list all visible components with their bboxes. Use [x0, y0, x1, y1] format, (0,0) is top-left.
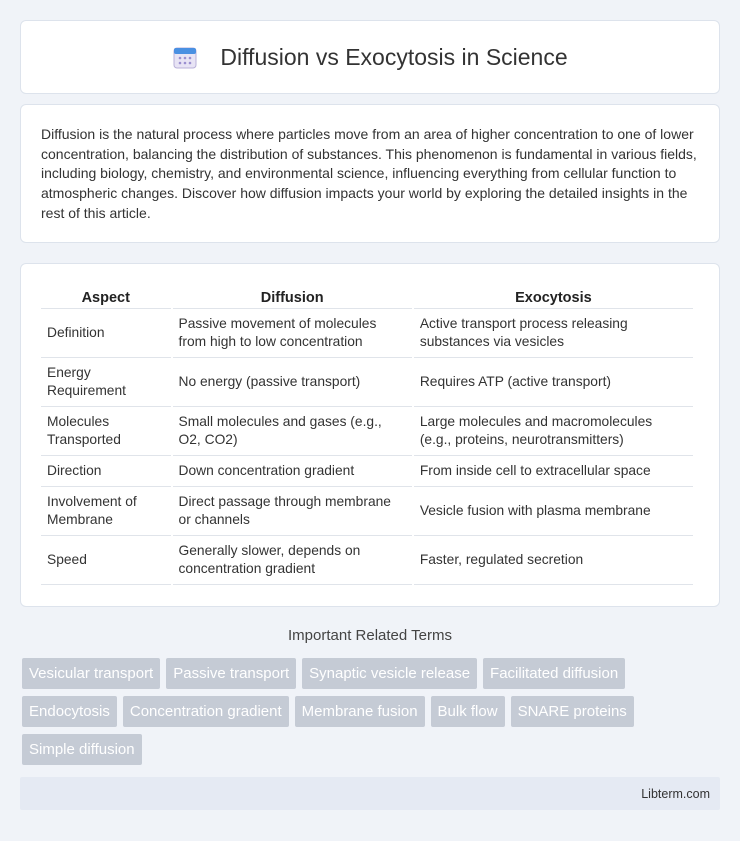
column-header-diffusion: Diffusion: [173, 284, 412, 309]
related-term-tag[interactable]: Membrane fusion: [295, 696, 425, 727]
table-cell: Energy Requirement: [41, 358, 171, 407]
table-cell: Direction: [41, 456, 171, 487]
comparison-table-card: [20, 263, 720, 607]
table-cell: Direct passage through membrane or channels: [173, 487, 412, 536]
related-terms-title: Important Related Terms: [288, 627, 452, 644]
table-row: [41, 487, 693, 536]
table-cell: Large molecules and macromolecules (e.g., proteins, neurotransmitters): [414, 407, 693, 456]
related-term-tag[interactable]: Passive transport: [166, 658, 296, 689]
related-term-tag[interactable]: Bulk flow: [431, 696, 505, 727]
intro-text: Diffusion is the natural process where particles move from an area of higher concentration to one of lower concentration, balancing the distribution of substances. This phenomenon is fundamental in various fields, including biology, chemistry, and environmental science, influencing everything from cellular function to atmospheric changes. Discover how diffusion impacts your world by exploring the detailed insights in the rest of this article.: [41, 126, 697, 221]
related-term-tag[interactable]: Synaptic vesicle release: [302, 658, 477, 689]
table-cell: Down concentration gradient: [173, 456, 412, 487]
table-row: [41, 407, 693, 456]
table-cell: Definition: [41, 309, 171, 358]
comparison-table: [39, 284, 695, 585]
related-terms-list: [22, 658, 722, 772]
table-cell: From inside cell to extracellular space: [414, 456, 693, 487]
related-term-tag[interactable]: Vesicular transport: [22, 658, 160, 689]
footer: [20, 777, 720, 810]
table-cell: Generally slower, depends on concentration gradient: [173, 536, 412, 585]
related-term-tag[interactable]: Facilitated diffusion: [483, 658, 625, 689]
column-header-exocytosis: Exocytosis: [414, 284, 693, 309]
table-cell: Small molecules and gases (e.g., O2, CO2): [173, 407, 412, 456]
table-cell: Faster, regulated secretion: [414, 536, 693, 585]
related-term-tag[interactable]: Concentration gradient: [123, 696, 289, 727]
table-cell: Molecules Transported: [41, 407, 171, 456]
table-cell: Requires ATP (active transport): [414, 358, 693, 407]
calendar-icon: [172, 44, 198, 70]
table-row: [41, 536, 693, 585]
table-cell: Active transport process releasing substances via vesicles: [414, 309, 693, 358]
table-cell: Passive movement of molecules from high to low concentration: [173, 309, 412, 358]
table-cell: Involvement of Membrane: [41, 487, 171, 536]
table-row: [41, 456, 693, 487]
table-row: [41, 309, 693, 358]
page-title: Diffusion vs Exocytosis in Science: [220, 43, 568, 70]
table-header-row: [41, 284, 693, 309]
header-card: [20, 20, 720, 94]
column-header-aspect: Aspect: [41, 284, 171, 309]
footer-site-link[interactable]: Libterm.com: [641, 787, 710, 801]
related-term-tag[interactable]: Simple diffusion: [22, 734, 142, 765]
table-cell: Speed: [41, 536, 171, 585]
intro-card: [20, 104, 720, 243]
table-cell: No energy (passive transport): [173, 358, 412, 407]
related-term-tag[interactable]: SNARE proteins: [511, 696, 634, 727]
related-term-tag[interactable]: Endocytosis: [22, 696, 117, 727]
table-cell: Vesicle fusion with plasma membrane: [414, 487, 693, 536]
table-row: [41, 358, 693, 407]
